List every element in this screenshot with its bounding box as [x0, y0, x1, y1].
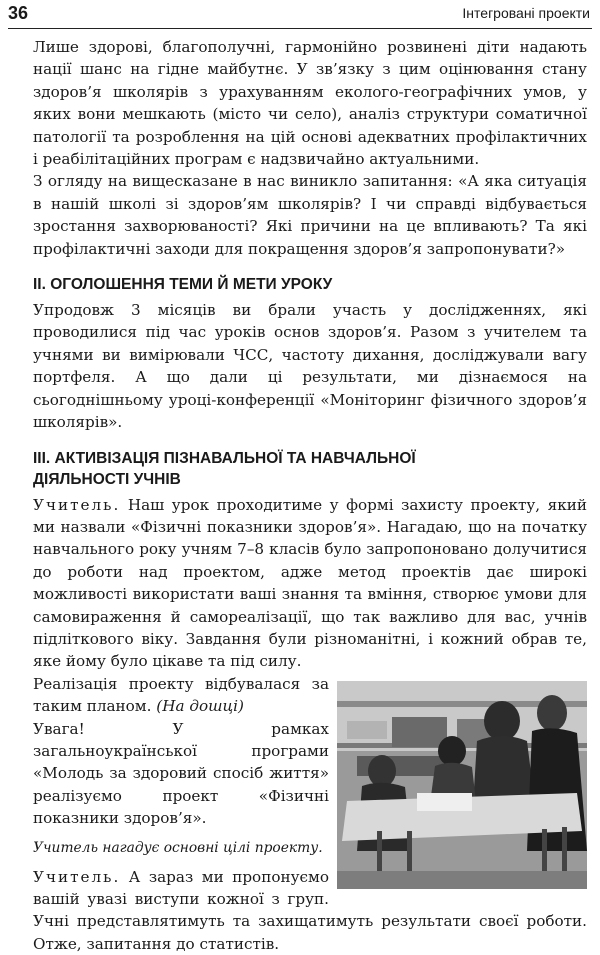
section-3-paragraph-3: Увага! У рамках загальноукраїнської програми «Молодь за здоровий спосіб життя» реалізуємо проект «Фізичні показники здоров’я».: [33, 719, 329, 828]
paragraph-text: А зараз ми пропонуємо вашій увазі виступи кожної з груп. Учні представлятимуть та захищатимуть результати своєї роботи. Отже, запитання до статистів.: [33, 867, 587, 953]
section-3-paragraph-1: [33, 494, 587, 673]
section-2-heading: II. ОГОЛОШЕННЯ ТЕМИ Й МЕТИ УРОКУ: [33, 276, 333, 294]
page-body: [33, 36, 587, 955]
intro-paragraph-2: З огляду на вищесказане в нас виникло запитання: «А яка ситуація в нашій школі зі здоров’ям школярів? І чи справді відбувається зростання захворюваності? Які причини на це впливають? Та які профілактичні заходи для покращення здоров’я запропонувати?»: [33, 172, 587, 258]
page-number: 36: [8, 3, 29, 23]
running-head: Інтегровані проекти: [462, 5, 590, 21]
speaker-label: Учитель.: [33, 867, 121, 886]
classroom-photo: [337, 681, 587, 889]
photo-caption: Учитель нагадує основні цілі проекту.: [33, 839, 323, 856]
section-2-paragraph: Упродовж 3 місяців ви брали участь у дослідженнях, які проводилися під час уроків основ здоров’я. Разом з учителем та учнями ви вимірювали ЧСС, частоту дихання, досліджували вагу портфеля. А що дали ці результати, ми дізнаємося на сьогоднішньому уроці-конференції «Моніторинг фізичного здоров’я школярів».: [33, 301, 587, 432]
paragraph-text: Реалізація проекту відбувалася за таким планом.: [33, 674, 329, 716]
page-header: [8, 2, 592, 29]
paragraph-text: Наш урок проходитиме у формі захисту проекту, який ми назвали «Фізичні показники здоров’я». Нагадаю, що на початку навчального року учням 7–8 класів було запропоновано долучитися до роботи над проектом, адже метод проектів дає широкі можливості використати ваші знання та вміння, створює умови для самовираження й самореалізації, що так важливо для вас, учнів підліткового віку. Завдання були різноманітні, і кожний обрав те, яке йому було цікаве та під силу.: [33, 495, 587, 671]
board-note: (На дошці): [156, 697, 244, 716]
speaker-label: Учитель.: [33, 495, 121, 514]
section-3-heading: III. АКТИВІЗАЦІЯ ПІЗНАВАЛЬНОЇ ТА НАВЧАЛЬНОЇ ДІЯЛЬНОСТІ УЧНІВ: [33, 449, 416, 488]
intro-paragraph-1: Лише здорові, благополучні, гармонійно розвинені діти надають нації шанс на гідне майбутнє. У зв’язку з цим оцінювання стану здоров’я школярів з урахуванням еколого-географічних умов, у яких вони мешкають (місто чи село), аналіз структури соматичної патології та розроблення на цій основі адекватних профілактичних і реабілітаційних програм є надзвичайно актуальними.: [33, 38, 587, 169]
